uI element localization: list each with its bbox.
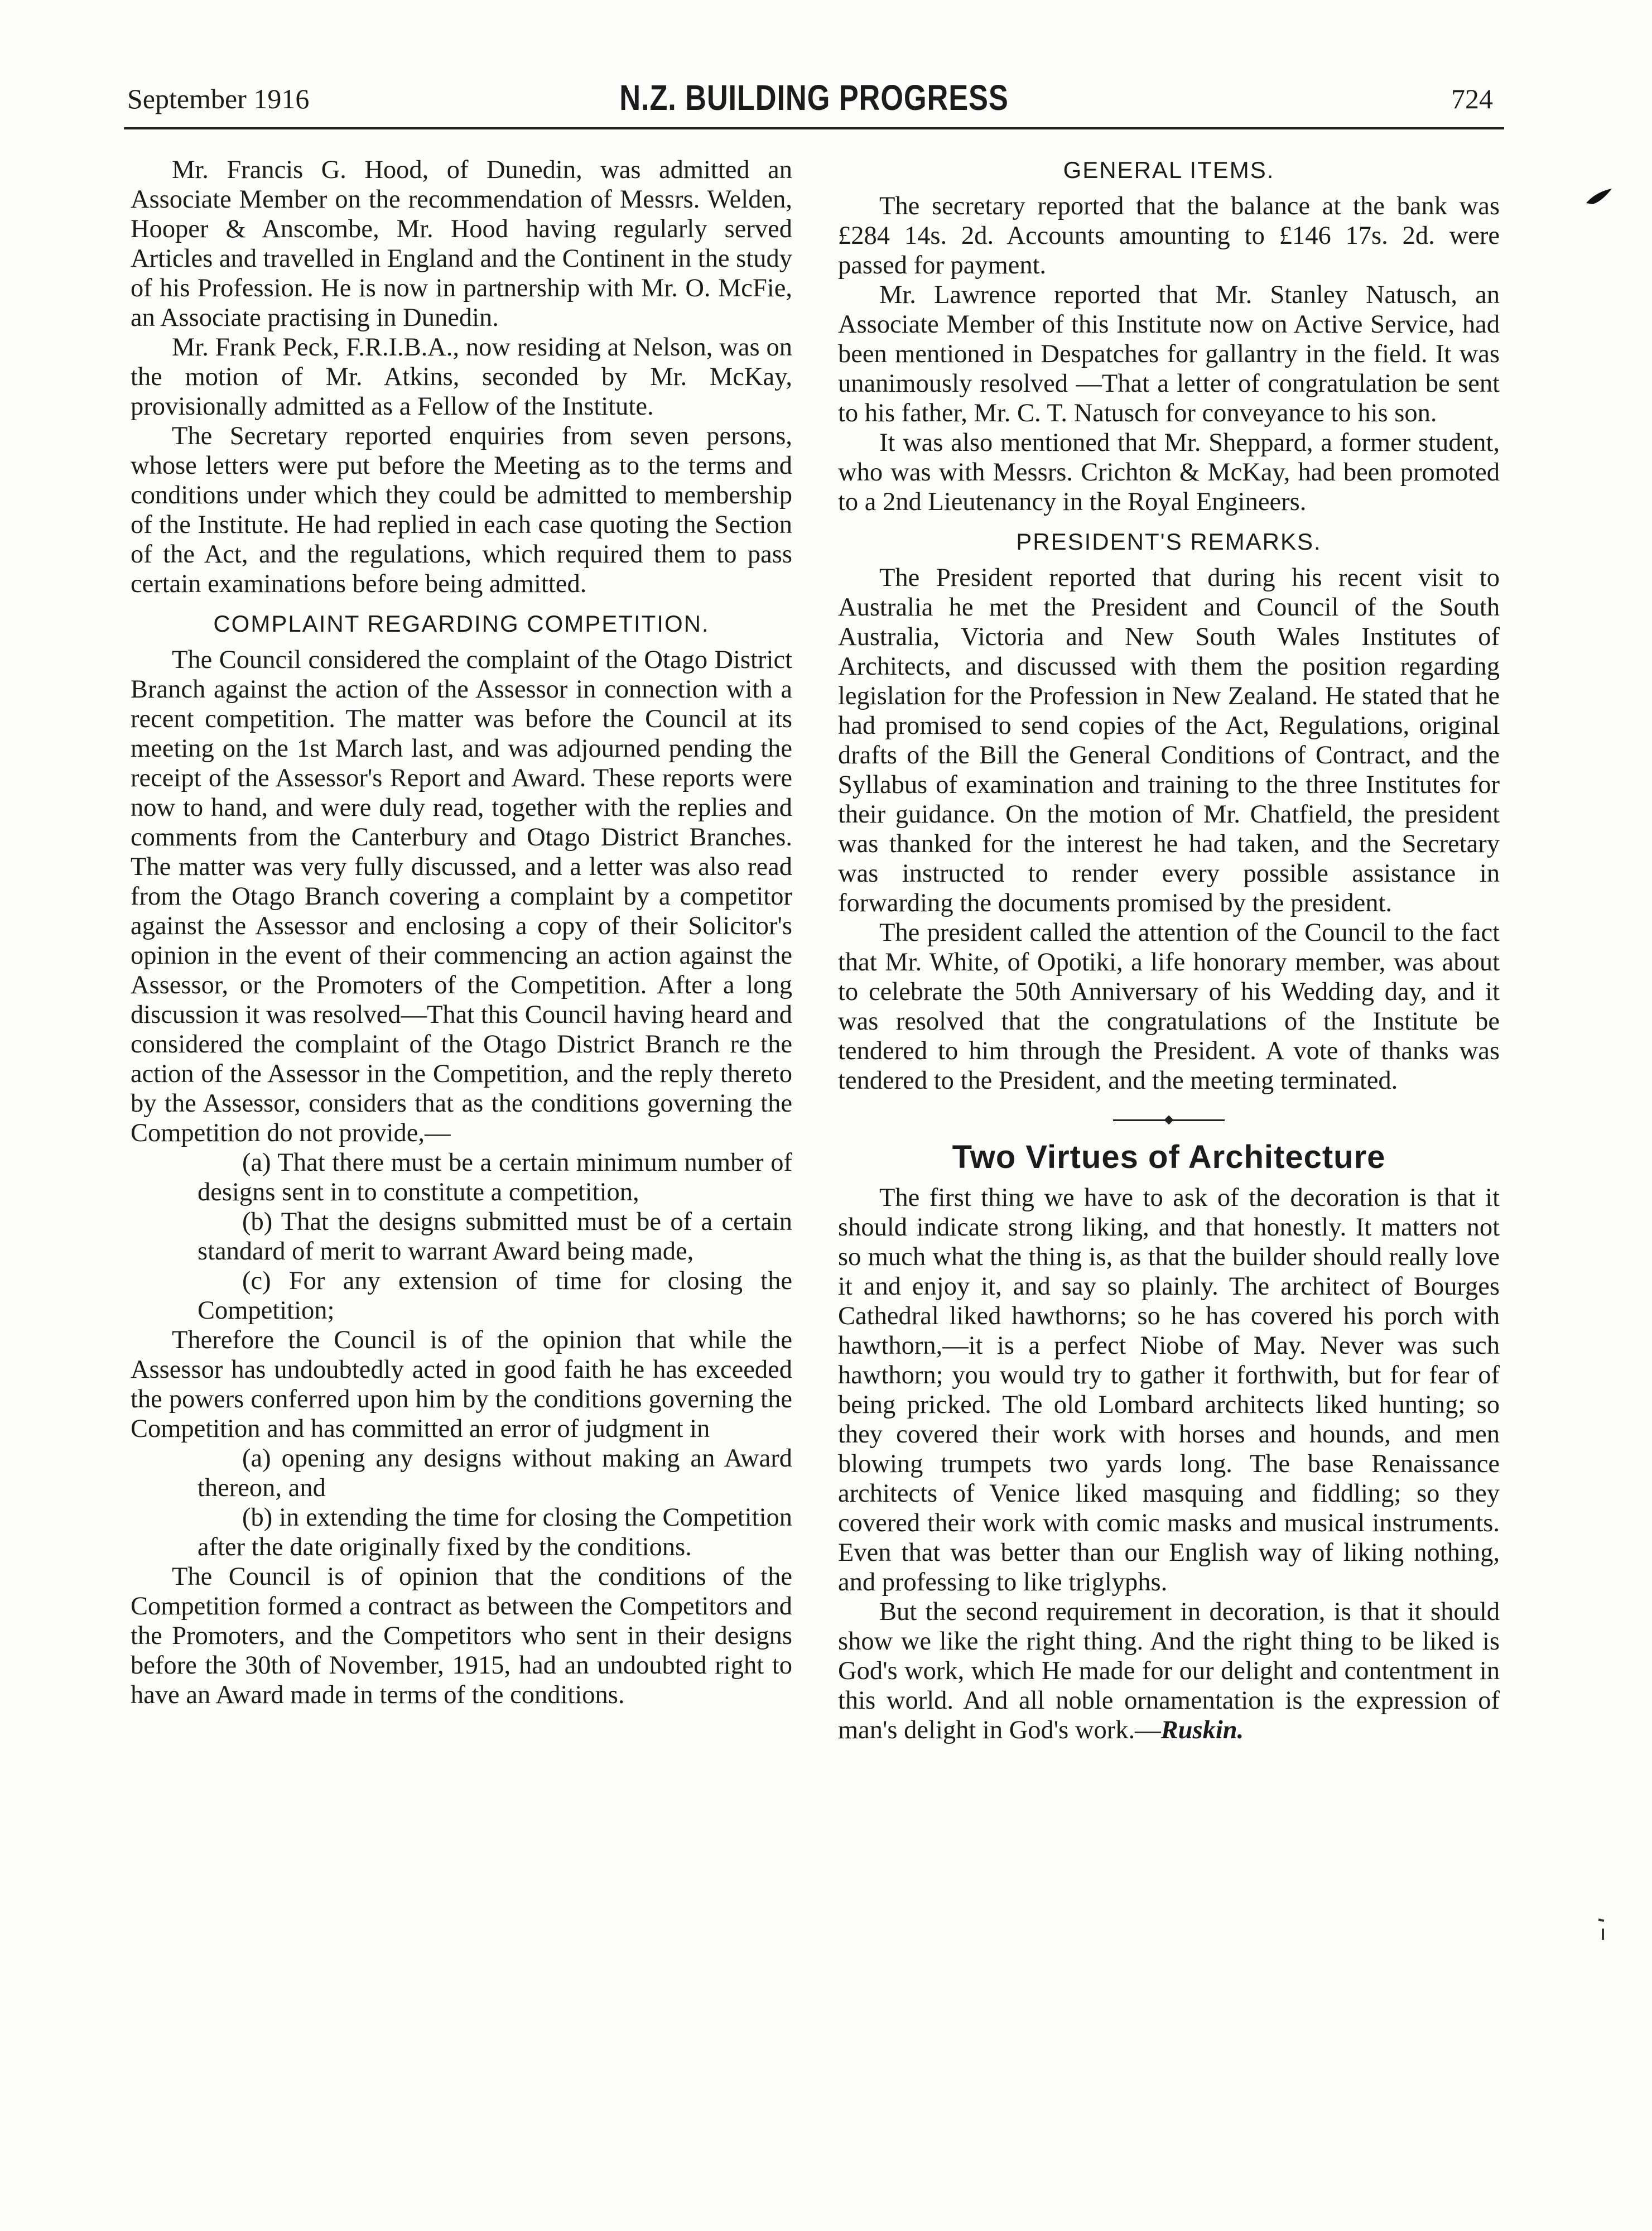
heading-general-items: GENERAL ITEMS. [1063, 157, 1275, 183]
page-header [124, 77, 1504, 129]
paragraph-natusch: Mr. Lawrence reported that Mr. Stanley Natusch, an Associate Member of this Institute now on Active Service, had been mentioned in Despatches for gallantry in the field. It was unanimously resolved —That a letter of congratulation be sent to his father, Mr. C. T. Natusch for conveyance to his son. [838, 281, 1500, 427]
clause-a-minimum-designs: (a) That there must be a certain minimum number of designs sent in to constitute a competition, [198, 1148, 792, 1206]
paragraph-council-opinion: Therefore the Council is of the opinion that while the Assessor has undoubtedly acted in good faith he has exceeded the powers conferred upon him by the conditions governing the Competition and has committed an error of judgment in [131, 1326, 792, 1443]
clause-a-opening-designs: (a) opening any designs without making an Award thereon, and [198, 1444, 792, 1502]
paragraph-balance: The secretary reported that the balance at the bank was £284 14s. 2d. Accounts amounting to £146 17s. 2d. were passed for payment. [838, 192, 1500, 280]
paragraph-decoration-liking: The first thing we have to ask of the decoration is that it should indicate strong liking, and that honestly. It matters not so much what the thing is, as that the builder should really love it and enjoy it, and say so plainly. The architect of Bourges Cathedral liked hawthorns; so he has covered his porch with hawthorn,—it is a perfect Niobe of May. Never was such hawthorn; you would try to gather it forthwith, but for fear of being pricked. The old Lombard architects liked hunting; so they covered their work with horses and hounds, and men blowing trumpets two yards long. The base Renaissance architects of Venice liked masquing and fiddling; so they covered their work with comic masks and musical instruments. Even that was better than our English way of liking nothing, and professing to like triglyphs. [838, 1184, 1500, 1597]
paragraph-sheppard: It was also mentioned that Mr. Sheppard, a former student, who was with Messrs. Crichton & McKay, had been promoted to a 2nd Lieutenancy in the Royal Engineers. [838, 429, 1500, 516]
left-column [131, 155, 792, 1710]
ink-smudge-icon [1585, 186, 1613, 206]
clause-b-extending-time: (b) in extending the time for closing the Competition after the date originally fixed by the conditions. [198, 1503, 792, 1561]
header-date: September 1916 [127, 83, 310, 114]
margin-mark-icon [1596, 1917, 1607, 1943]
heading-presidents-remarks: PRESIDENT'S REMARKS. [1016, 528, 1322, 555]
paragraph-hood: Mr. Francis G. Hood, of Dunedin, was admitted an Associate Member on the recommendation of Messrs. Welden, Hooper & Anscombe, Mr. Hood having regularly served Articles and travelled in England and the Continent in the study of his Profession. He is now in partnership with Mr. O. McFie, an Associate practising in Dunedin. [131, 156, 792, 332]
author-signature: Ruskin. [1160, 1716, 1244, 1744]
paragraph-contract: The Council is of opinion that the conditions of the Competition formed a contract as between the Competitors and the Promoters, and the Competitors who sent in their designs before the 30th of November, 1915, had an undoubted right to have an Award made in terms of the conditions. [131, 1562, 792, 1709]
paragraph-peck: Mr. Frank Peck, F.R.I.B.A., now residing at Nelson, was on the motion of Mr. Atkins, seconded by Mr. McKay, provisionally admitted as a Fellow of the Institute. [131, 333, 792, 421]
clause-b-standard-merit: (b) That the designs submitted must be of a certain standard of merit to warrant Award being made, [198, 1208, 792, 1266]
paragraph-white-anniversary: The president called the attention of the Council to the fact that Mr. White, of Opotiki, a life honorary member, was about to celebrate the 50th Anniversary of his Wedding day, and it was resolved that the congratulations of the Institute be tendered to him through the President. A vote of thanks was tendered to the President, and the meeting terminated. [838, 919, 1500, 1095]
header-title: N.Z. BUILDING PROGRESS [619, 78, 1009, 118]
heading-complaint: COMPLAINT REGARDING COMPETITION. [213, 610, 710, 637]
section-divider [1113, 1109, 1225, 1131]
paragraph-right-thing-text: But the second requirement in decoration, is that it should show we like the right thing. And the right thing to be liked is God's work, which He made for our delight and contentment in this world. And all noble ornamentation is the expression of man's delight in God's work.— [838, 1598, 1500, 1744]
paragraph-president-visit: The President reported that during his recent visit to Australia he met the President and Council of the South Australia, Victoria and New South Wales Institutes of Architects, and discussed with them the position regarding legislation for the Profession in New Zealand. He stated that he had promised to send copies of the Act, Regulations, original drafts of the Bill the General Conditions of Contract, and the Syllabus of examination and training to the three Institutes for their guidance. On the motion of Mr. Chatfield, the president was thanked for the interest he had taken, and the Secretary was instructed to render every possible assistance in forwarding the documents promised by the president. [838, 564, 1500, 917]
paragraph-right-thing [838, 1597, 1500, 1745]
header-page-number: 724 [1451, 83, 1493, 114]
paragraph-complaint: The Council considered the complaint of the Otago District Branch against the action of the Assessor in connection with a recent competition. The matter was before the Council at its meeting on the 1st March last, and was adjourned pending the receipt of the Assessor's Report and Award. These reports were now to hand, and were duly read, together with the replies and comments from the Canterbury and Otago District Branches. The matter was very fully discussed, and a letter was also read from the Otago Branch covering a complaint by a competitor against the Assessor and enclosing a copy of their Solicitor's opinion in the event of their commencing an action against the Assessor, or the Promoters of the Competition. After a long discussion it was resolved—That this Council having heard and considered the complaint of the Otago District Branch re the action of the Assessor in the Competition, and the reply thereto by the Assessor, considers that as the conditions governing the Competition do not provide,— [131, 646, 792, 1147]
paragraph-secretary-enquiries: The Secretary reported enquiries from seven persons, whose letters were put before the Meeting as to the terms and conditions under which they could be admitted to membership of the Institute. He had replied in each case quoting the Section of the Act, and the regulations, which required them to pass certain examinations before being admitted. [131, 422, 792, 598]
article-title: Two Virtues of Architecture [952, 1139, 1386, 1175]
clause-c-extension: (c) For any extension of time for closing the Competition; [198, 1267, 792, 1325]
right-column [838, 155, 1500, 1745]
